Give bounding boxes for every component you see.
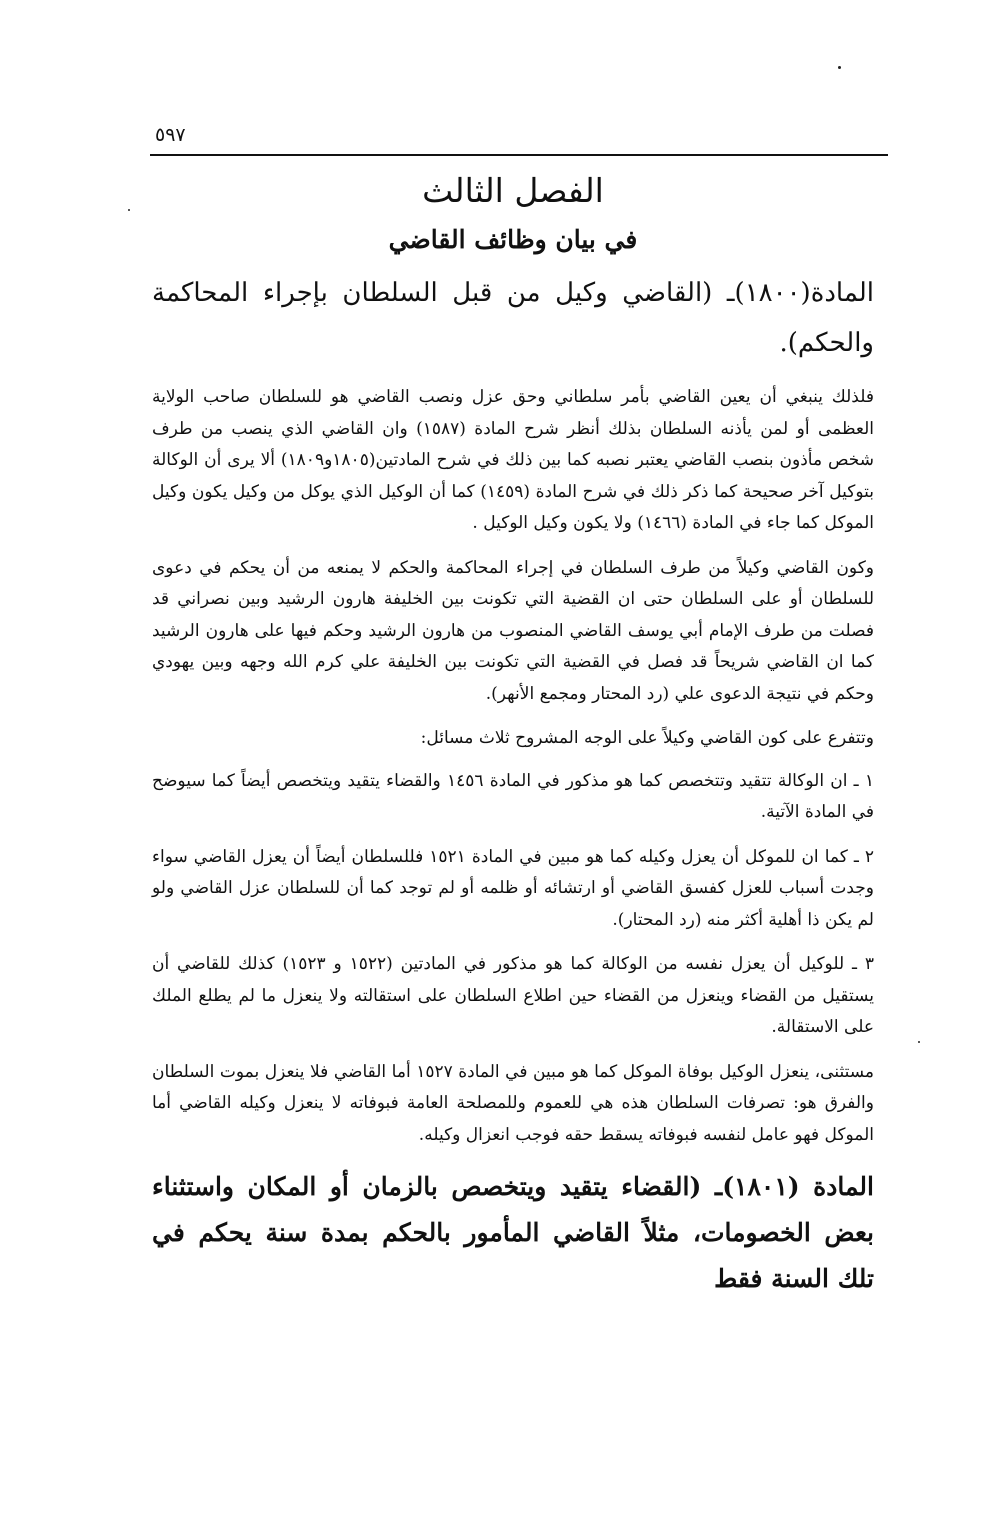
- stray-mark: [128, 209, 130, 211]
- paragraph: ١ ـ ان الوكالة تتقيد وتتخصص كما هو مذكور في المادة ١٤٥٦ والقضاء يتقيد ويتخصص أيضاً كما سيوضح في المادة الآتية.: [152, 770, 874, 822]
- article-1800: المادة(١٨٠٠)ـ (القاضي وكيل من قبل السلطان بإجراء المحاكمة والحكم).: [152, 278, 874, 358]
- page-content: [152, 168, 874, 1316]
- paragraph: ٣ ـ للوكيل أن يعزل نفسه من الوكالة كما هو مذكور في المادتين (١٥٢٢ و ١٥٢٣) كذلك للقاضي أن يستقيل من القضاء وينعزل من القضاء حين اطلاع السلطان على استقالته ولا ينعزل ما لم يطلع الملك على الاستقالة.: [152, 954, 874, 1037]
- paragraph: وتتفرع على كون القاضي وكيلاً على الوجه المشروح ثلاث مسائل:: [420, 728, 874, 748]
- page-number: ٥٩٧: [155, 124, 186, 146]
- header-rule: [150, 154, 888, 156]
- paragraph: وكون القاضي وكيلاً من طرف السلطان في إجراء المحاكمة والحكم لا يمنعه من أن يحكم في دعوى للسلطان أو على السلطان حتى ان القضية التي تكونت بين الخليفة هارون الرشيد وبين نصراني قد فصلت من طرف الإمام أبي يوسف القاضي المنصوب من هارون الرشيد وحكم فيها على هارون الرشيد كما ان القاضي شريحاً قد فصل في القضية التي تكونت بين الخليفة علي كرم الله وجهه وبين يهودي وحكم في نتيجة الدعوى علي (رد المحتار ومجمع الأنهر).: [152, 557, 875, 704]
- paragraph: ٢ ـ كما ان للموكل أن يعزل وكيله كما هو مبين في المادة ١٥٢١ فللسلطان أيضاً أن يعزل القاضي سواء وجدت أسباب للعزل كفسق القاضي أو ارتشائه أو ظلمه أو لم توجد كما أن للسلطان عزل القاضي ولو لم يكن ذا أهلية أكثر منه (رد المحتار).: [152, 846, 874, 930]
- paragraph: مستثنى، ينعزل الوكيل بوفاة الموكل كما هو مبين في المادة ١٥٢٧ أما القاضي فلا ينعزل بموت السلطان والفرق هو: تصرفات السلطان هذه هي للعموم وللمصلحة العامة فبوفاته لا ينعزل وكيله القاضي أما الموكل فهو عامل لنفسه فبوفاته يسقط حقه فوجب انعزال وكيله.: [152, 1061, 874, 1145]
- paragraph: فلذلك ينبغي أن يعين القاضي بأمر سلطاني وحق عزل ونصب القاضي هو للسلطان صاحب الولاية العظمى أو لمن يأذنه السلطان بذلك أنظر شرح المادة (١٥٨٧) وان القاضي الذي ينصب من طرف شخص مأذون بنصب القاضي يعتبر نصبه كما بين ذلك في شرح المادتين(١٨٠٥و١٨٠٩) ألا يرى أن الوكالة بتوكيل آخر صحيحة كما ذكر ذلك في شرح المادة (١٤٥٩) كما أن الوكيل الذي يوكل من وكيل يكون وكيل الموكل كما جاء في المادة (١٤٦٦) ولا يكون وكيل الوكيل .: [152, 387, 875, 533]
- section-title: في بيان وظائف القاضي: [388, 225, 638, 254]
- article-1801: المادة (١٨٠١)ـ (القضاء يتقيد ويتخصص بالزمان أو المكان واستثناء بعض الخصومات، مثلاً القاضي المأمور بالحكم بمدة سنة يحكم في تلك السنة فقط: [152, 1172, 874, 1293]
- stray-mark: [918, 1041, 920, 1043]
- stray-mark: [838, 66, 841, 69]
- chapter-title: الفصل الثالث: [422, 171, 604, 210]
